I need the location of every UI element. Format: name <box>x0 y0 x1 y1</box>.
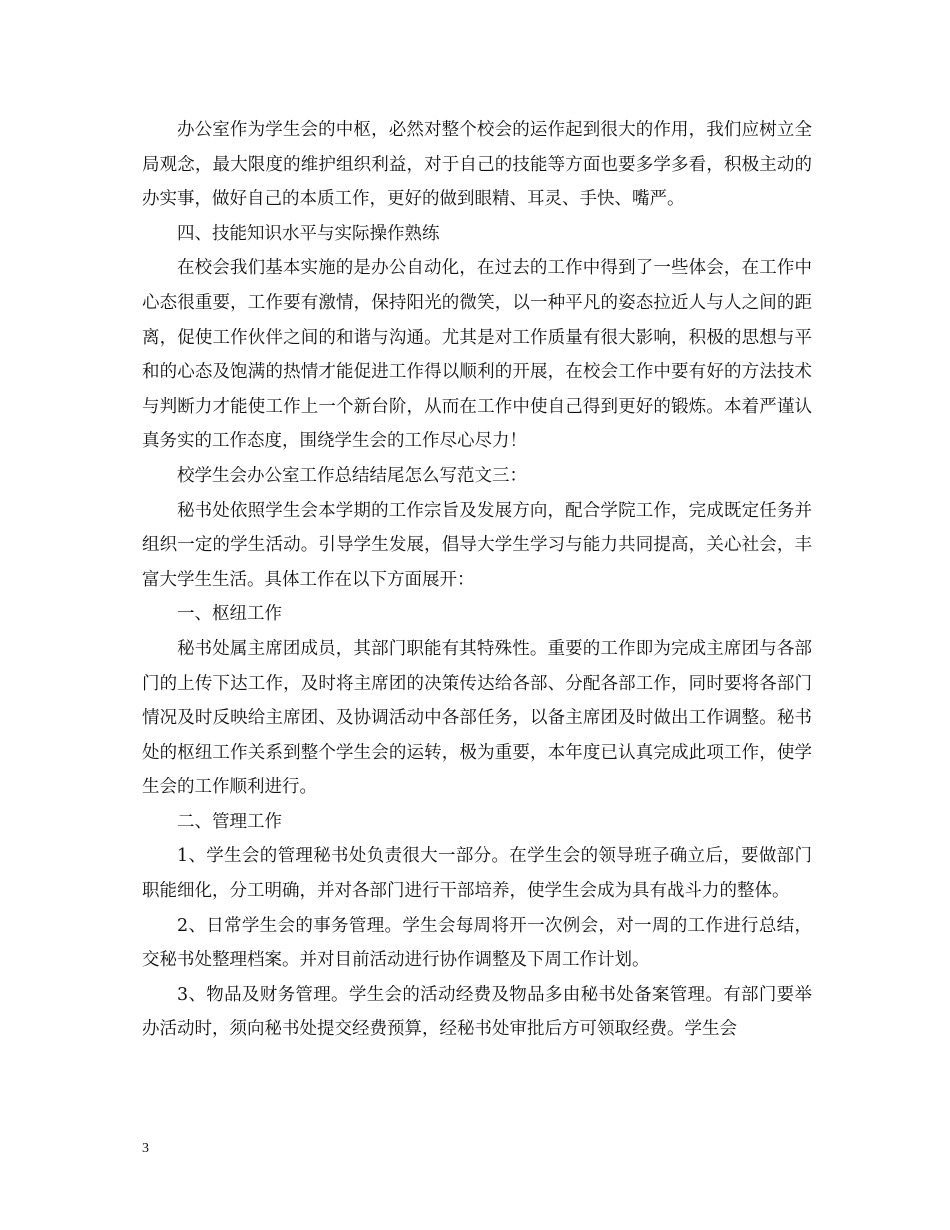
heading-management-work: 二、管理工作 <box>177 811 282 832</box>
paragraph-hub-work: 秘书处属主席团成员，其部门职能有其特殊性。重要的工作即为完成主席团与各部门的上传下达工作，及时将主席团的决策传达给各部、分配各部工作，同时要将各部门情况及时反映给主席团、及协调活动中各部任务，以备主席团及时做出工作调整。秘书处的枢纽工作关系到整个学生会的运转，极为重要，本年度已认真完成此项工作，使学生会的工作顺利进行。 <box>142 638 812 798</box>
heading-hub-work: 一、枢纽工作 <box>177 604 282 625</box>
paragraph-management-3: 3、物品及财务管理。学生会的活动经费及物品多由秘书处备案管理。有部门要举办活动时，须向秘书处提交经费预算，经秘书处审批后方可领取经费。学生会 <box>142 984 812 1040</box>
paragraph-management-1: 1、学生会的管理秘书处负责很大一部分。在学生会的领导班子确立后，要做部门职能细化，分工明确，并对各部门进行干部培养，使学生会成为具有战斗力的整体。 <box>142 846 812 902</box>
document-body <box>142 113 812 1047</box>
paragraph-secretariat-purpose: 秘书处依照学生会本学期的工作宗旨及发展方向，配合学院工作，完成既定任务并组织一定的学生活动。引导学生发展，倡导大学生学习与能力共同提高，关心社会，丰富大学生生活。具体工作在以下方面展开： <box>142 500 812 590</box>
page-number: 3 <box>142 1141 149 1156</box>
paragraph-management-2: 2、日常学生会的事务管理。学生会每周将开一次例会，对一周的工作进行总结，交秘书处整理档案。并对目前活动进行协作调整及下周工作计划。 <box>142 915 812 971</box>
paragraph-office-role: 办公室作为学生会的中枢，必然对整个校会的运作起到很大的作用，我们应树立全局观念，最大限度的维护组织利益，对于自己的技能等方面也要多学多看，积极主动的办实事，做好自己的本质工作，更好的做到眼精、耳灵、手快、嘴严。 <box>142 120 812 210</box>
paragraph-office-automation: 在校会我们基本实施的是办公自动化，在过去的工作中得到了一些体会，在工作中心态很重要，工作要有激情，保持阳光的微笑，以一种平凡的姿态拉近人与人之间的距离，促使工作伙伴之间的和谐与沟通。尤其是对工作质量有很大影响，积极的思想与平和的心态及饱满的热情才能促进工作得以顺利的开展，在校会工作中要有好的方法技术与判断力才能使工作上一个新台阶，从而在工作中使自己得到更好的锻炼。本着严谨认真务实的工作态度，围绕学生会的工作尽心尽力！ <box>142 258 812 452</box>
heading-skills: 四、技能知识水平与实际操作熟练 <box>177 223 440 244</box>
heading-sample-three: 校学生会办公室工作总结结尾怎么写范文三： <box>177 465 527 486</box>
